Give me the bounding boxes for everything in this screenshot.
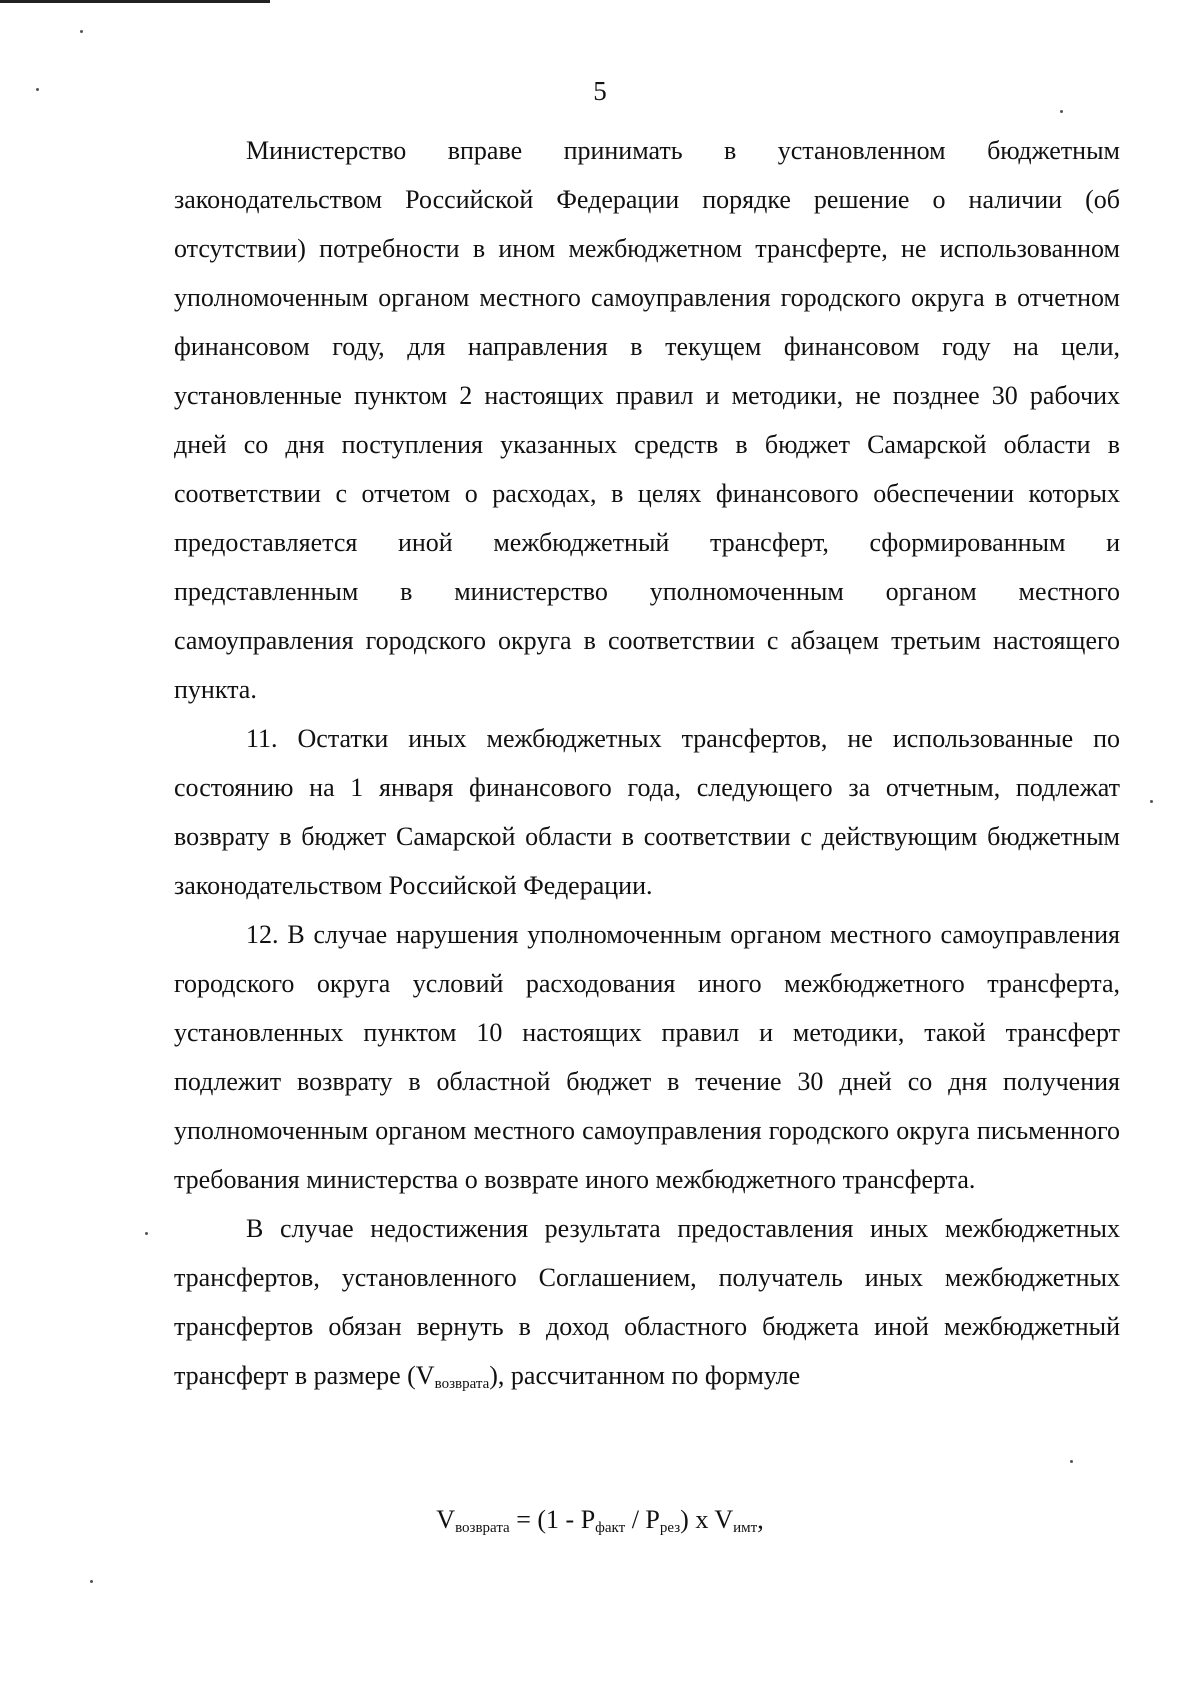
return-intro-text: В случае недостижения результата предоставления иных межбюджетных трансфертов, установленного Соглашением, получатель иных межбюджетных трансфертов обязан вернуть в доход областного бюджета иной межбюджетный трансферт в размере (V <box>174 1214 1120 1390</box>
scan-speck <box>90 1580 93 1583</box>
formula-v-sub: возврата <box>455 1520 510 1536</box>
scan-speck <box>80 30 83 33</box>
formula-tail: , <box>757 1505 764 1534</box>
formula-v2-sub: имт <box>733 1520 758 1536</box>
page-number: 5 <box>593 76 607 106</box>
return-intro-tail: ), рассчитанном по формуле <box>489 1361 801 1390</box>
formula-p2-sub: рез <box>659 1520 681 1536</box>
return-subscript: возврата <box>434 1376 490 1392</box>
scan-speck <box>36 88 39 91</box>
formula-eq-open: = (1 - P <box>509 1505 596 1534</box>
formula-slash: / P <box>625 1505 660 1534</box>
scan-speck <box>1150 800 1153 803</box>
document-body <box>174 126 1120 1409</box>
paragraph-12-violation: 12. В случае нарушения уполномоченным органом местного самоуправления городского округа условий расходования иного межбюджетного трансферта, установленных пунктом 10 настоящих правил и методики, такой трансферт подлежит возврату в областной бюджет в течение 30 дней со дня получения уполномоченным органом местного самоуправления городского округа письменного требования министерства о возврате иного межбюджетного трансферта. <box>174 920 1120 1194</box>
scan-speck <box>1060 110 1063 113</box>
paragraph-11-remainders: 11. Остатки иных межбюджетных трансфертов, не использованные по состоянию на 1 января финансового года, следующего за отчетным, подлежат возврату в бюджет Самарской области в соответствии с действующим бюджетным законодательством Российской Федерации. <box>174 724 1120 900</box>
formula-v: V <box>436 1505 456 1534</box>
paragraph-ministry-decision: Министерство вправе принимать в установленном бюджетным законодательством Российской Федерации порядке решение о наличии (об отсутствии) потребности в ином межбюджетном трансферте, не использованном уполномоченным органом местного самоуправления городского округа в отчетном финансовом году, для направления в текущем финансовом году на цели, установленные пунктом 2 настоящих правил и методики, не позднее 30 рабочих дней со дня поступления указанных средств в бюджет Самарской области в соответствии с отчетом о расходах, в целях финансового обеспечении которых предоставляется иной межбюджетный трансферт, сформированным и представленным в министерство уполномоченным органом местного самоуправления городского округа в соответствии с абзацем третьим настоящего пункта. <box>174 136 1120 704</box>
formula-p1-sub: факт <box>595 1520 626 1536</box>
scan-speck <box>1070 1460 1073 1463</box>
formula-close: ) x V <box>680 1505 734 1534</box>
return-formula <box>0 1500 1200 1548</box>
paragraph-return-formula-intro <box>174 1204 1120 1409</box>
scan-speck <box>145 1232 148 1235</box>
top-edge-rule <box>0 0 270 3</box>
